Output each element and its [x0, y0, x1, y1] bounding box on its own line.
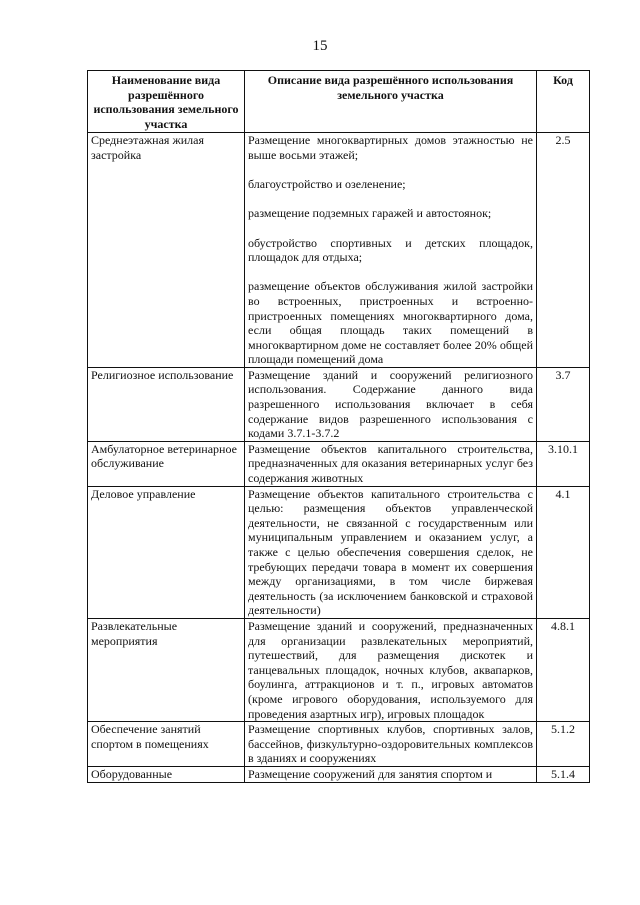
use-name: Амбулаторное ветеринарное обслуживание [88, 441, 245, 486]
description-paragraph: Размещение многоквартирных домов этажностью не выше восьми этажей; [248, 133, 533, 162]
use-description [245, 722, 537, 767]
table-row [88, 722, 590, 767]
use-name: Религиозное использование [88, 367, 245, 441]
land-use-table [87, 70, 590, 783]
header-name: Наименование вида разрешённого использования земельного участка [88, 71, 245, 133]
description-paragraph: Размещение объектов капитального строительства, предназначенных для оказания ветеринарных услуг без содержания животных [248, 441, 533, 486]
description-paragraph: Размещение спортивных клубов, спортивных залов, бассейнов, физкультурно-оздоровительных комплексов в зданиях и сооружениях [248, 722, 533, 766]
use-description [245, 486, 537, 618]
use-code: 5.1.4 [537, 766, 590, 782]
table-row [88, 441, 590, 486]
use-name: Развлекательные мероприятия [88, 618, 245, 721]
table-header-row [88, 71, 590, 133]
use-description [245, 766, 537, 782]
use-name: Деловое управление [88, 486, 245, 618]
description-paragraph: размещение подземных гаражей и автостоянок; [248, 206, 492, 221]
use-description [245, 441, 537, 486]
use-description [245, 133, 537, 368]
use-name: Оборудованные [88, 766, 245, 782]
use-code: 3.7 [537, 367, 590, 441]
use-code: 4.1 [537, 486, 590, 618]
use-description [245, 367, 537, 441]
use-code: 4.8.1 [537, 618, 590, 721]
use-name: Обеспечение занятий спортом в помещениях [88, 722, 245, 767]
page-number: 15 [312, 38, 328, 54]
description-paragraph: размещение объектов обслуживания жилой застройки во встроенных, пристроенных и встроенно-пристроенных помещениях многоквартирного дома, если общая площадь таких помещений в многоквартирном доме не составляет более 20% общей площади помещений дома [248, 279, 533, 367]
table-row [88, 486, 590, 618]
use-name: Среднеэтажная жилая застройка [88, 133, 245, 368]
header-code: Код [537, 71, 590, 133]
use-code: 3.10.1 [537, 441, 590, 486]
description-paragraph: Размещение зданий и сооружений религиозного использования. Содержание данного вида разрешенного использования включает в себя содержание видов разрешенного использования с кодами 3.7.1-3.7.2 [248, 367, 533, 441]
description-paragraph: благоустройство и озеленение; [248, 177, 406, 192]
table-row [88, 766, 590, 782]
description-paragraph: Размещение сооружений для занятия спортом и [248, 766, 493, 781]
header-description: Описание вида разрешённого использования земельного участка [245, 71, 537, 133]
use-description [245, 618, 537, 721]
table-row [88, 367, 590, 441]
table-row [88, 618, 590, 721]
use-code: 5.1.2 [537, 722, 590, 767]
use-code: 2.5 [537, 133, 590, 368]
table-row [88, 133, 590, 368]
description-paragraph: Размещение объектов капитального строительства с целью: размещения объектов управленческой деятельности, не связанной с государственным или муниципальным управлением и оказанием услуг, а также с целью обеспечения совершения сделок, не требующих передачи товара в момент их совершения между организациями, в том числе биржевая деятельность (за исключением банковской и страховой деятельности) [248, 486, 533, 618]
description-paragraph: Размещение зданий и сооружений, предназначенных для организации развлекательных мероприятий, путешествий, для размещения дискотек и танцевальных площадок, ночных клубов, аквапарков, боулинга, аттракционов и т. п., игровых автоматов (кроме игрового оборудования, используемого для проведения азартных игр), игровых площадок [248, 618, 533, 721]
description-paragraph: обустройство спортивных и детских площадок, площадок для отдыха; [248, 235, 533, 265]
